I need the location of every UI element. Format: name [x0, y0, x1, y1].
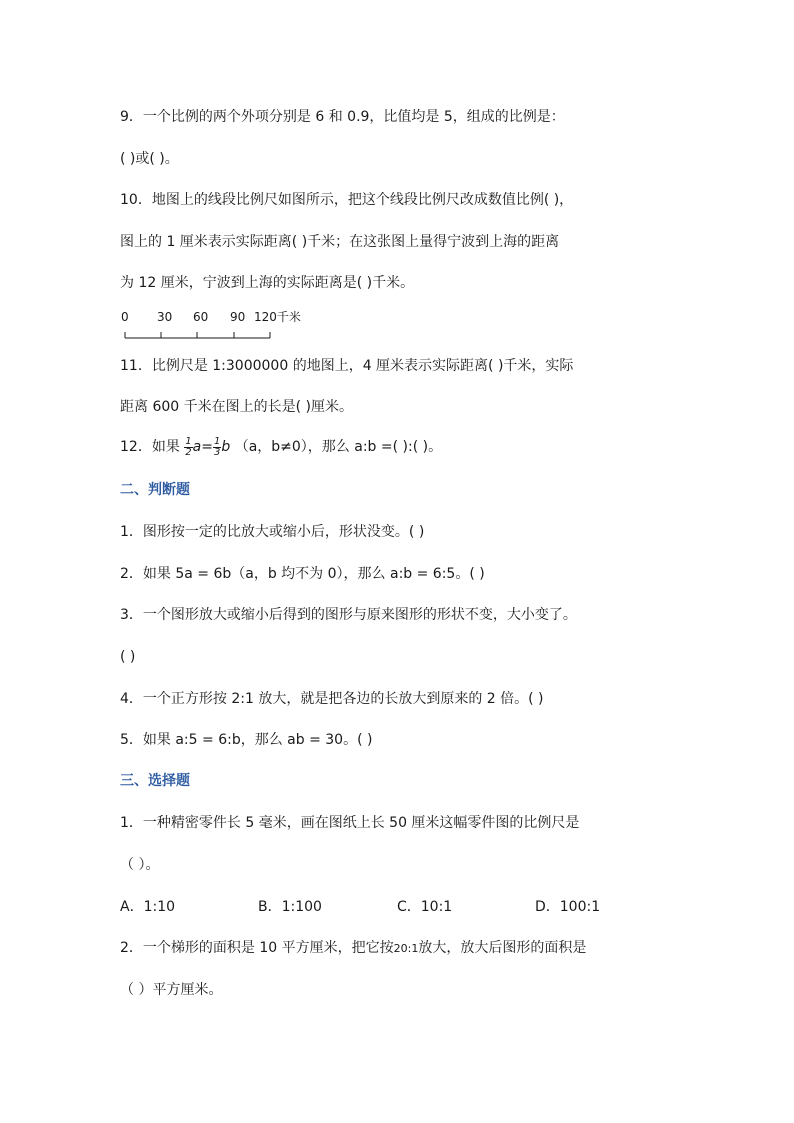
- q12-suffix: （a，b≠0），那么 a:b =( ):( )。: [234, 439, 443, 455]
- q12-prefix: 12．如果: [120, 439, 180, 455]
- q9-line2: ( )或( )。: [120, 151, 179, 167]
- q10-line1: 10．地图上的线段比例尺如图所示，把这个线段比例尺改成数值比例( )，: [120, 192, 574, 208]
- fraction-one-half: $\frac{1}{2}$: [185, 435, 192, 458]
- choice-option-d: D．100:1: [535, 899, 601, 915]
- choice-1-line2: （ ）。: [120, 857, 160, 873]
- choice-option-b: B．1:100: [258, 899, 322, 915]
- scale-bar: [120, 310, 320, 342]
- var-a: a: [192, 439, 202, 455]
- q11-line1: 11．比例尺是 1:3000000 的地图上，4 厘米表示实际距离( )千米，实际: [120, 358, 574, 374]
- q12-line: [120, 432, 442, 462]
- scale-tick-label: 30: [157, 310, 173, 324]
- choice-2-line2: （ ）平方厘米。: [120, 982, 223, 998]
- scale-tick-label: 60: [193, 310, 209, 324]
- judge-1: 1．图形按一定的比放大或缩小后，形状没变。( ): [120, 524, 425, 540]
- q11-line2: 距离 600 千米在图上的长是( )厘米。: [120, 399, 353, 415]
- choice-option-c: C．10:1: [397, 899, 453, 915]
- section-title-judgement: 二、判断题: [120, 482, 190, 498]
- judge-5: 5．如果 a:5 = 6:b，那么 ab = 30。( ): [120, 732, 373, 748]
- equals-sign: =: [201, 439, 213, 455]
- var-b: b: [221, 439, 231, 455]
- choice-option-a: A．1:10: [120, 899, 176, 915]
- choice-2-line1: [120, 939, 586, 958]
- line-scale: [120, 310, 320, 342]
- choice-2-suffix: 放大，放大后图形的面积是: [418, 940, 587, 956]
- choice-2-prefix: 2．一个梯形的面积是 10 平方厘米，把它按: [120, 940, 394, 956]
- judge-3-line1: 3．一个图形放大或缩小后得到的图形与原来图形的形状不变，大小变了。: [120, 607, 577, 623]
- q10-line2: 图上的 1 厘米表示实际距离( )千米；在这张图上量得宁波到上海的距离: [120, 234, 560, 250]
- choice-1-line1: 1．一种精密零件长 5 毫米，画在图纸上长 50 厘米这幅零件图的比例尺是: [120, 815, 580, 831]
- q9-line1: 9．一个比例的两个外项分别是 6 和 0.9，比值均是 5，组成的比例是：: [120, 109, 565, 125]
- scale-tick-label: 90: [230, 310, 246, 324]
- q10-line3: 为 12 厘米，宁波到上海的实际距离是( )千米。: [120, 275, 415, 291]
- judge-4: 4．一个正方形按 2:1 放大，就是把各边的长放大到原来的 2 倍。( ): [120, 691, 544, 707]
- scale-tick-label: 0: [121, 310, 129, 324]
- judge-2: 2．如果 5a = 6b（a，b 均不为 0），那么 a:b = 6:5。( ): [120, 566, 485, 582]
- choice-2-ratio: 20:1: [393, 942, 419, 955]
- scale-tick-label: 120千米: [254, 310, 301, 324]
- section-title-choice: 三、选择题: [120, 773, 190, 789]
- fraction-one-third: $\frac{1}{3}$: [213, 435, 221, 458]
- judge-3-line2: ( ): [120, 649, 136, 665]
